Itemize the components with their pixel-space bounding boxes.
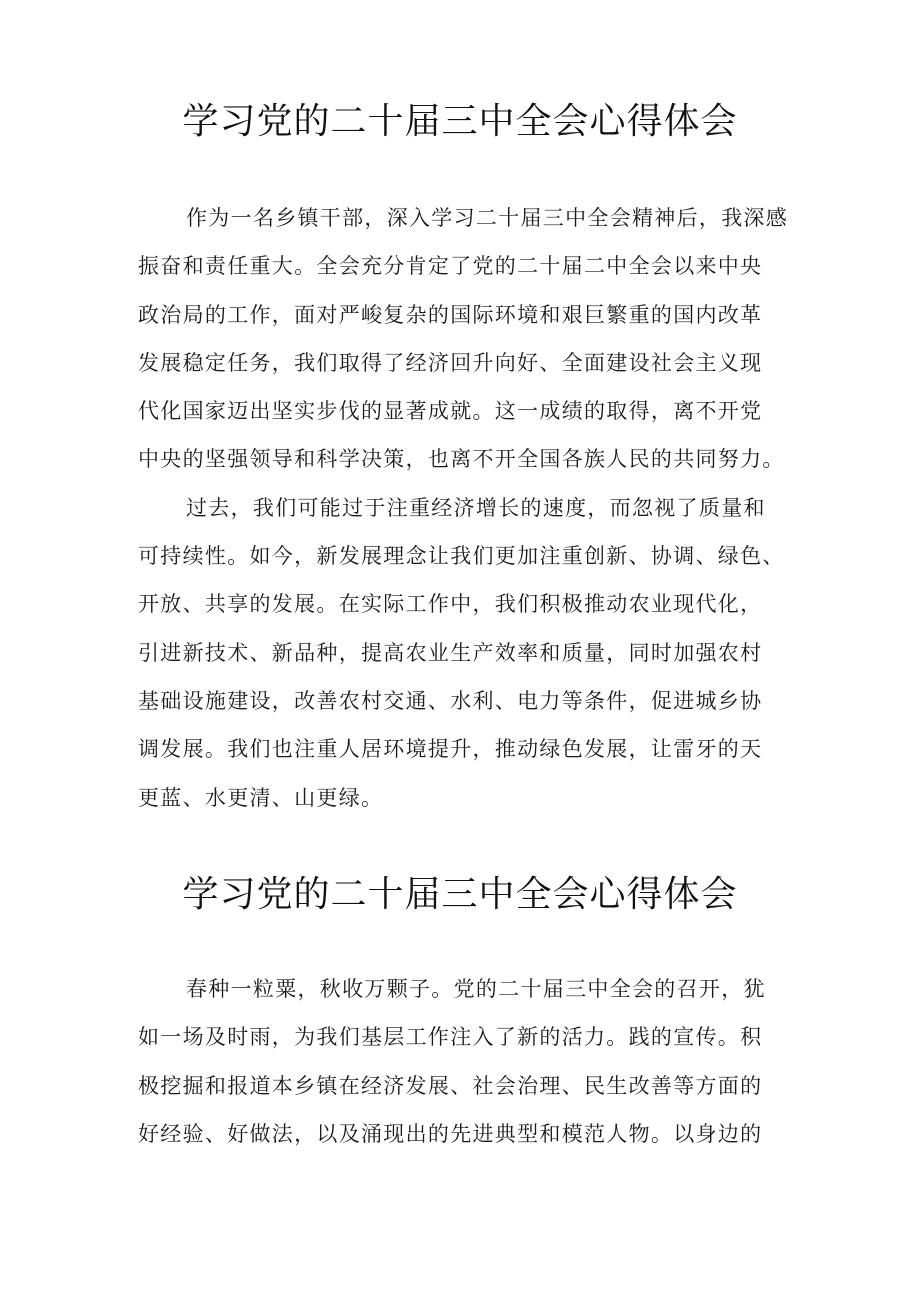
paragraph-line: 更蓝、水更清、山更绿。 [138, 785, 384, 810]
paragraph-line: 好经验、好做法，以及涌现出的先进典型和模范人物。以身边的 [138, 1121, 763, 1146]
paragraph-line: 政治局的工作，面对严峻复杂的国际环境和艰巨繁重的国内改革 [138, 302, 763, 327]
paragraph-line: 如一场及时雨，为我们基层工作注入了新的活力。践的宣传。积 [138, 1025, 763, 1050]
paragraph-line: 中央的坚强领导和科学决策，也离不开全国各族人民的共同努力。 [138, 447, 785, 472]
paragraph-line: 极挖掘和报道本乡镇在经济发展、社会治理、民生改善等方面的 [138, 1073, 763, 1098]
paragraph-line: 引进新技术、新品种，提高农业生产效率和质量，同时加强农村 [138, 640, 763, 665]
paragraph-line: 基础设施建设，改善农村交通、水利、电力等条件，促进城乡协 [138, 688, 763, 713]
paragraph-line: 振奋和责任重大。全会充分肯定了党的二十届二中全会以来中央 [138, 254, 763, 279]
paragraph-line: 作为一名乡镇干部，深入学习二十届三中全会精神后，我深感 [186, 206, 789, 230]
paragraph-line: 发展稳定任务，我们取得了经济回升向好、全面建设社会主义现 [138, 350, 763, 375]
paragraph-line: 春种一粒粟，秋收万颗子。党的二十届三中全会的召开，犹 [186, 977, 766, 1001]
paragraph-line: 代化国家迈出坚实步伐的显著成就。这一成绩的取得，离不开党 [138, 399, 763, 424]
paragraph-line: 开放、共享的发展。在实际工作中，我们积极推动农业现代化， [138, 592, 763, 617]
article-2-title: 学习党的二十届三中全会心得体会 [182, 874, 738, 915]
paragraph-line: 调发展。我们也注重人居环境提升，推动绿色发展，让雷牙的天 [138, 737, 763, 762]
article-1-body [138, 194, 798, 822]
paragraph-line: 可持续性。如今，新发展理念让我们更加注重创新、协调、绿色、 [138, 544, 785, 569]
paragraph-line: 过去，我们可能过于注重经济增长的速度，而忽视了质量和 [186, 495, 766, 520]
article-1-title: 学习党的二十届三中全会心得体会 [182, 101, 738, 142]
article-2-body [138, 965, 798, 1158]
